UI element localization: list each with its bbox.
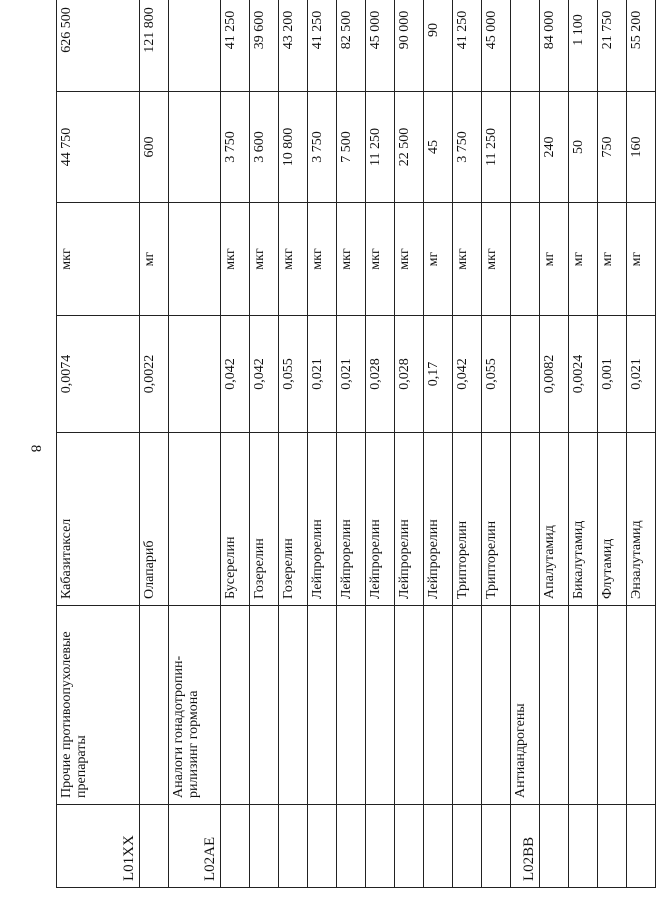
pharm-group-cell: Антиандрогены xyxy=(511,606,540,805)
pharm-group-cell xyxy=(279,606,308,805)
quantity-cell: 45 xyxy=(424,92,453,203)
drug-name-cell: Трипторелин xyxy=(482,433,511,606)
unit-cell: мкг xyxy=(250,203,279,316)
unit-cell xyxy=(169,203,221,316)
table-row xyxy=(424,0,453,888)
pharm-group-cell xyxy=(482,606,511,805)
atx-code-cell xyxy=(250,805,279,888)
ddd-cell: 0,0082 xyxy=(540,316,569,433)
amount-cell: 90 xyxy=(424,0,453,92)
unit-cell: мг xyxy=(424,203,453,316)
atx-code-cell xyxy=(627,805,656,888)
quantity-cell: 3 600 xyxy=(250,92,279,203)
unit-cell: мг xyxy=(598,203,627,316)
amount-cell: 41 250 xyxy=(308,0,337,92)
atx-code-cell xyxy=(482,805,511,888)
pharm-group-cell xyxy=(140,606,169,805)
unit-cell: мкг xyxy=(366,203,395,316)
drug-name-cell: Бикалутамид xyxy=(569,433,598,606)
quantity-cell: 22 500 xyxy=(395,92,424,203)
atx-code-cell xyxy=(366,805,395,888)
quantity-cell: 11 250 xyxy=(366,92,395,203)
quantity-cell: 750 xyxy=(598,92,627,203)
ddd-cell: 0,028 xyxy=(366,316,395,433)
pharm-group-cell xyxy=(250,606,279,805)
ddd-cell: 0,028 xyxy=(395,316,424,433)
pharm-group-cell xyxy=(308,606,337,805)
drug-name-cell: Олапариб xyxy=(140,433,169,606)
pharm-group-cell xyxy=(627,606,656,805)
table-row xyxy=(57,0,140,888)
quantity-cell: 3 750 xyxy=(453,92,482,203)
quantity-cell: 240 xyxy=(540,92,569,203)
quantity-cell xyxy=(511,92,540,203)
quantity-cell: 11 250 xyxy=(482,92,511,203)
unit-cell: мкг xyxy=(337,203,366,316)
table-row xyxy=(221,0,250,888)
ddd-cell: 0,021 xyxy=(627,316,656,433)
rotated-table-wrapper xyxy=(56,7,644,888)
pharm-group-cell: Прочие противоопухолевые препараты xyxy=(57,606,140,805)
table-row xyxy=(337,0,366,888)
atx-code-cell xyxy=(337,805,366,888)
drug-name-cell: Кабазитаксел xyxy=(57,433,140,606)
ddd-cell: 0,0074 xyxy=(57,316,140,433)
page-number: 8 xyxy=(27,444,44,453)
atx-code-cell xyxy=(308,805,337,888)
drug-name-cell: Апалутамид xyxy=(540,433,569,606)
drug-name-cell: Лейпрорелин xyxy=(424,433,453,606)
ddd-cell: 0,042 xyxy=(221,316,250,433)
table-row xyxy=(511,0,540,888)
ddd-cell: 0,055 xyxy=(482,316,511,433)
unit-cell: мг xyxy=(140,203,169,316)
drug-name-cell: Гозерелин xyxy=(250,433,279,606)
table-row xyxy=(279,0,308,888)
table-row xyxy=(482,0,511,888)
quantity-cell: 44 750 xyxy=(57,92,140,203)
pharm-group-cell xyxy=(424,606,453,805)
amount-cell: 84 000 xyxy=(540,0,569,92)
table-row xyxy=(140,0,169,888)
ddd-cell xyxy=(511,316,540,433)
ddd-cell: 0,0022 xyxy=(140,316,169,433)
pharm-group-cell xyxy=(221,606,250,805)
drug-name-cell: Бусерелин xyxy=(221,433,250,606)
ddd-cell: 0,17 xyxy=(424,316,453,433)
atx-code-cell xyxy=(424,805,453,888)
pharm-group-cell xyxy=(395,606,424,805)
table-row xyxy=(169,0,221,888)
quantity-cell: 3 750 xyxy=(308,92,337,203)
amount-cell: 39 600 xyxy=(250,0,279,92)
pharm-group-cell xyxy=(337,606,366,805)
ddd-cell: 0,021 xyxy=(308,316,337,433)
drug-name-cell: Трипторелин xyxy=(453,433,482,606)
unit-cell xyxy=(511,203,540,316)
table-row xyxy=(453,0,482,888)
amount-cell: 1 100 xyxy=(569,0,598,92)
atx-code-cell: L01XX xyxy=(57,805,140,888)
atx-code-cell xyxy=(598,805,627,888)
table-row xyxy=(627,0,656,888)
ddd-cell: 0,021 xyxy=(337,316,366,433)
pharm-group-cell xyxy=(569,606,598,805)
amount-cell: 121 800 xyxy=(140,0,169,92)
amount-cell: 41 250 xyxy=(221,0,250,92)
unit-cell: мг xyxy=(569,203,598,316)
drug-name-cell: Лейпрорелин xyxy=(366,433,395,606)
unit-cell: мкг xyxy=(57,203,140,316)
amount-cell: 90 000 xyxy=(395,0,424,92)
table-row xyxy=(598,0,627,888)
table-row xyxy=(395,0,424,888)
amount-cell xyxy=(511,0,540,92)
unit-cell: мг xyxy=(627,203,656,316)
drug-table xyxy=(56,0,656,888)
amount-cell: 45 000 xyxy=(366,0,395,92)
unit-cell: мкг xyxy=(279,203,308,316)
quantity-cell: 600 xyxy=(140,92,169,203)
atx-code-cell: L02AE xyxy=(169,805,221,888)
amount-cell: 626 500 xyxy=(57,0,140,92)
ddd-cell: 0,042 xyxy=(453,316,482,433)
atx-code-cell xyxy=(140,805,169,888)
drug-name-cell xyxy=(169,433,221,606)
ddd-cell: 0,055 xyxy=(279,316,308,433)
ddd-cell: 0,042 xyxy=(250,316,279,433)
quantity-cell: 50 xyxy=(569,92,598,203)
drug-name-cell: Флутамид xyxy=(598,433,627,606)
pharm-group-cell xyxy=(453,606,482,805)
unit-cell: мкг xyxy=(395,203,424,316)
drug-name-cell: Лейпрорелин xyxy=(308,433,337,606)
unit-cell: мкг xyxy=(221,203,250,316)
amount-cell: 21 750 xyxy=(598,0,627,92)
unit-cell: мкг xyxy=(482,203,511,316)
atx-code-cell xyxy=(221,805,250,888)
ddd-cell xyxy=(169,316,221,433)
atx-code-cell xyxy=(569,805,598,888)
amount-cell: 55 200 xyxy=(627,0,656,92)
atx-code-cell xyxy=(540,805,569,888)
unit-cell: мкг xyxy=(453,203,482,316)
atx-code-cell xyxy=(453,805,482,888)
pharm-group-cell xyxy=(366,606,395,805)
unit-cell: мг xyxy=(540,203,569,316)
table-row xyxy=(366,0,395,888)
unit-cell: мкг xyxy=(308,203,337,316)
drug-name-cell: Лейпрорелин xyxy=(337,433,366,606)
atx-code-cell xyxy=(395,805,424,888)
amount-cell: 41 250 xyxy=(453,0,482,92)
drug-name-cell xyxy=(511,433,540,606)
amount-cell xyxy=(169,0,221,92)
amount-cell: 45 000 xyxy=(482,0,511,92)
quantity-cell: 160 xyxy=(627,92,656,203)
ddd-cell: 0,001 xyxy=(598,316,627,433)
quantity-cell: 7 500 xyxy=(337,92,366,203)
table-row xyxy=(569,0,598,888)
quantity-cell: 10 800 xyxy=(279,92,308,203)
amount-cell: 82 500 xyxy=(337,0,366,92)
quantity-cell: 3 750 xyxy=(221,92,250,203)
ddd-cell: 0,0024 xyxy=(569,316,598,433)
table-row xyxy=(308,0,337,888)
drug-name-cell: Гозерелин xyxy=(279,433,308,606)
atx-code-cell: L02BB xyxy=(511,805,540,888)
table-row xyxy=(540,0,569,888)
atx-code-cell xyxy=(279,805,308,888)
quantity-cell xyxy=(169,92,221,203)
pharm-group-cell xyxy=(540,606,569,805)
pharm-group-cell: Аналоги гонадотропин-рилизинг гормона xyxy=(169,606,221,805)
amount-cell: 43 200 xyxy=(279,0,308,92)
table-row xyxy=(250,0,279,888)
drug-name-cell: Энзалутамид xyxy=(627,433,656,606)
pharm-group-cell xyxy=(598,606,627,805)
drug-name-cell: Лейпрорелин xyxy=(395,433,424,606)
